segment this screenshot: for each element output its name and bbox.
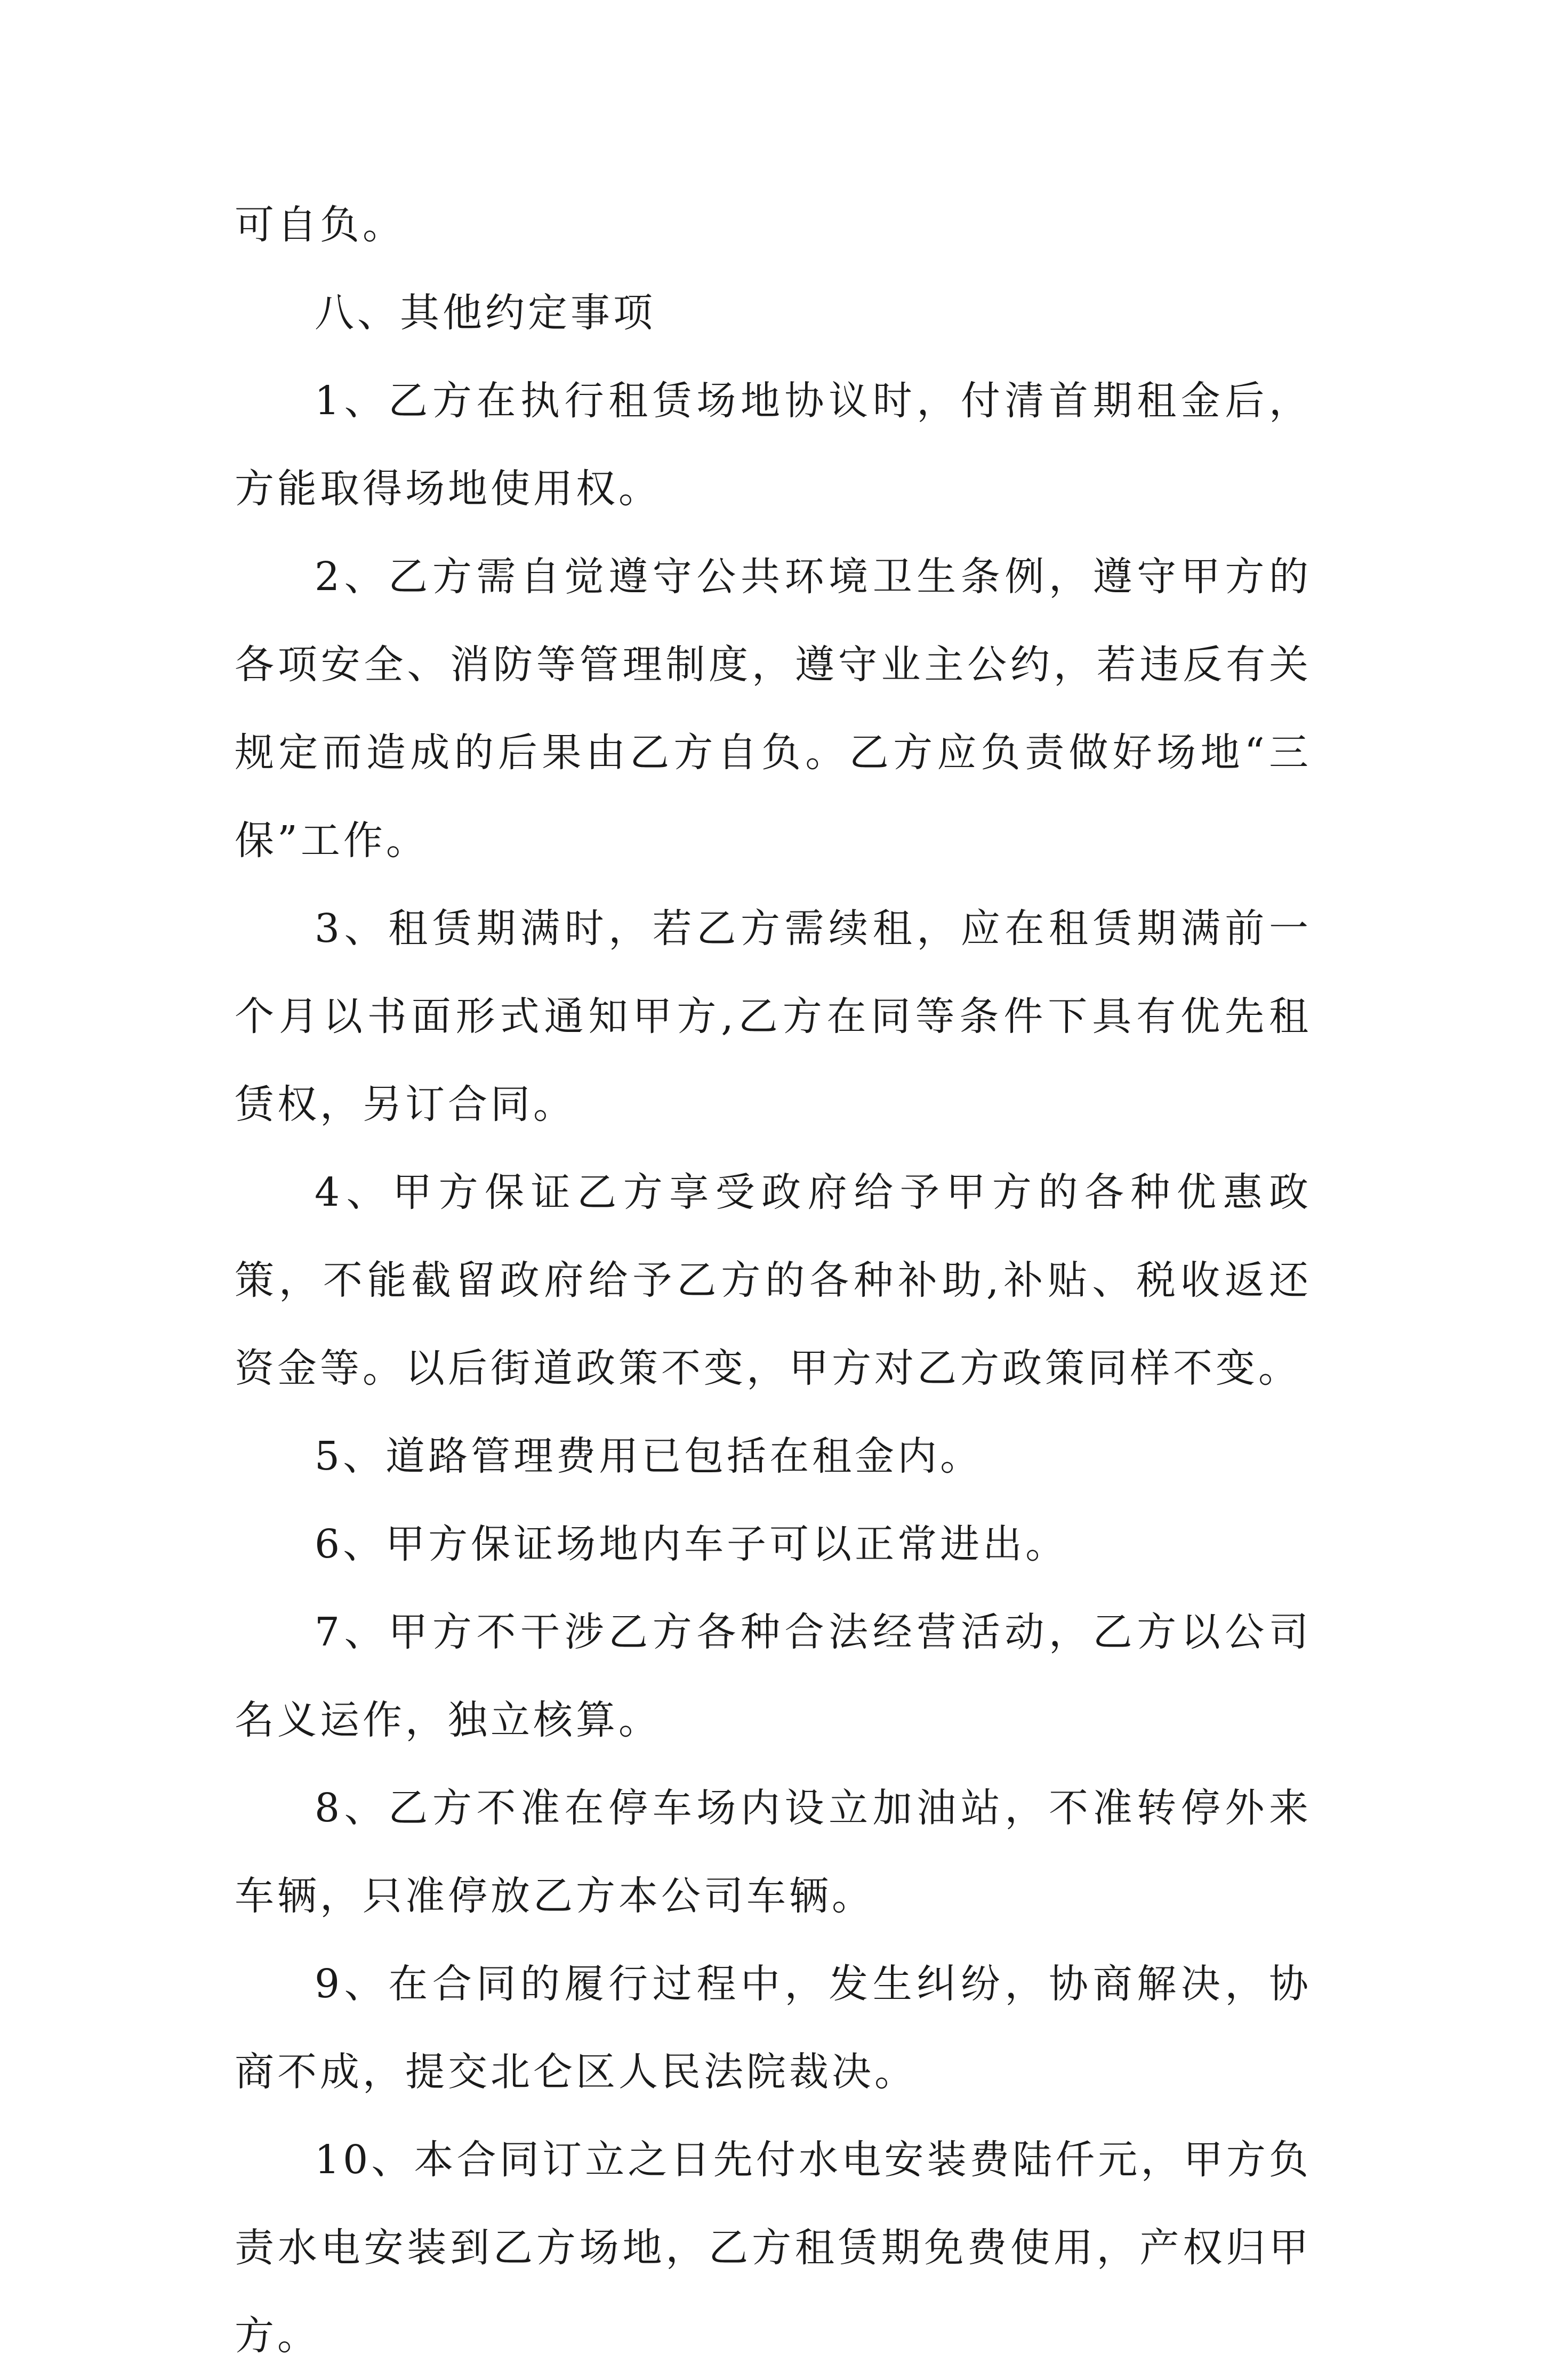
clause-6: 6、甲方保证场地内车子可以正常进出。 bbox=[315, 1521, 1068, 1567]
clause-2: 2、乙方需自觉遵守公共环境卫生条例，遵守甲方的各项安全、消防等管理制度，遵守业主公约，若违反有关规定而造成的后果由乙方自负。乙方应负责做好场地“三保”工作。 bbox=[235, 554, 1312, 864]
section-heading: 八、其他约定事项 bbox=[315, 290, 656, 336]
clause-7: 7、甲方不干涉乙方各种合法经营活动，乙方以公司名义运作，独立核算。 bbox=[235, 1609, 1312, 1743]
document-body bbox=[235, 181, 1312, 2380]
clause-8: 8、乙方不准在停车场内设立加油站，不准转停外来车辆，只准停放乙方本公司车辆。 bbox=[235, 1785, 1312, 1919]
clause-9: 9、在合同的履行过程中，发生纠纷，协商解决，协商不成，提交北仑区人民法院裁决。 bbox=[235, 1961, 1312, 2095]
clause-1: 1、乙方在执行租赁场地协议时，付清首期租金后，方能取得场地使用权。 bbox=[235, 378, 1312, 512]
clause-3: 3、租赁期满时，若乙方需续租，应在租赁期满前一个月以书面形式通知甲方,乙方在同等条件下具有优先租赁权，另订合同。 bbox=[235, 906, 1312, 1127]
clause-4: 4、甲方保证乙方享受政府给予甲方的各种优惠政策，不能截留政府给予乙方的各种补助,补贴、税收返还资金等。以后街道政策不变，甲方对乙方政策同样不变。 bbox=[235, 1169, 1312, 1391]
clause-10: 10、本合同订立之日先付水电安装费陆仟元，甲方负责水电安装到乙方场地，乙方租赁期免费使用，产权归甲方。 bbox=[235, 2137, 1312, 2359]
clause-5: 5、道路管理费用已包括在租金内。 bbox=[315, 1433, 983, 1479]
paragraph-continuation: 可自负。 bbox=[235, 202, 405, 248]
